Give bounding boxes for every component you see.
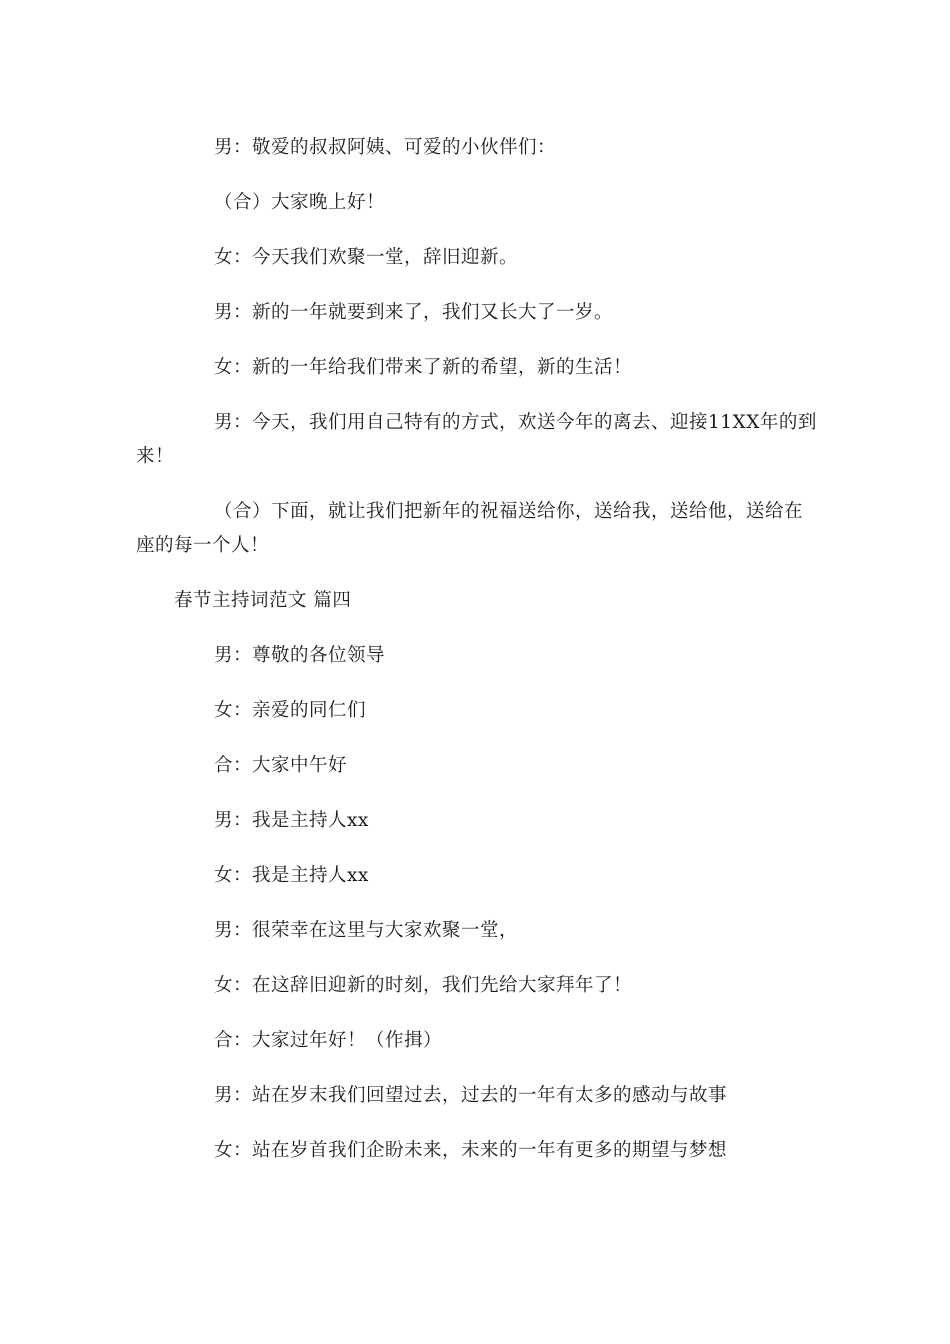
paragraph: 男：敬爱的叔叔阿姨、可爱的小伙伴们： <box>214 137 557 158</box>
paragraph: 男：很荣幸在这里与大家欢聚一堂， <box>214 920 519 941</box>
paragraph: 男：站在岁末我们回望过去，过去的一年有太多的感动与故事 <box>214 1085 728 1106</box>
paragraph: 合：大家过年好！（作揖） <box>214 1030 443 1051</box>
section-heading: 春节主持词范文 篇四 <box>174 590 352 611</box>
paragraph: 女：我是主持人xx <box>214 865 369 886</box>
paragraph: 合：大家中午好 <box>214 755 348 776</box>
paragraph: 女：今天我们欢聚一堂，辞旧迎新。 <box>214 247 519 268</box>
paragraph: 男：今天，我们用自己特有的方式，欢送今年的离去、迎接11XX年的到来！ <box>136 412 817 467</box>
paragraph: 女：站在岁首我们企盼未来，未来的一年有更多的期望与梦想 <box>214 1140 728 1161</box>
paragraph: （合）大家晚上好！ <box>214 192 386 213</box>
paragraph: 女：亲爱的同仁们 <box>214 700 367 721</box>
document-body <box>136 131 820 1189</box>
paragraph: 男：我是主持人xx <box>214 810 369 831</box>
paragraph: 女：在这辞旧迎新的时刻，我们先给大家拜年了！ <box>214 975 633 996</box>
paragraph: 女：新的一年给我们带来了新的希望，新的生活！ <box>214 357 633 378</box>
paragraph: 男：尊敬的各位领导 <box>214 645 386 666</box>
paragraph: （合）下面，就让我们把新年的祝福送给你，送给我，送给他，送给在座的每一个人！ <box>136 501 804 556</box>
paragraph: 男：新的一年就要到来了，我们又长大了一岁。 <box>214 302 614 323</box>
